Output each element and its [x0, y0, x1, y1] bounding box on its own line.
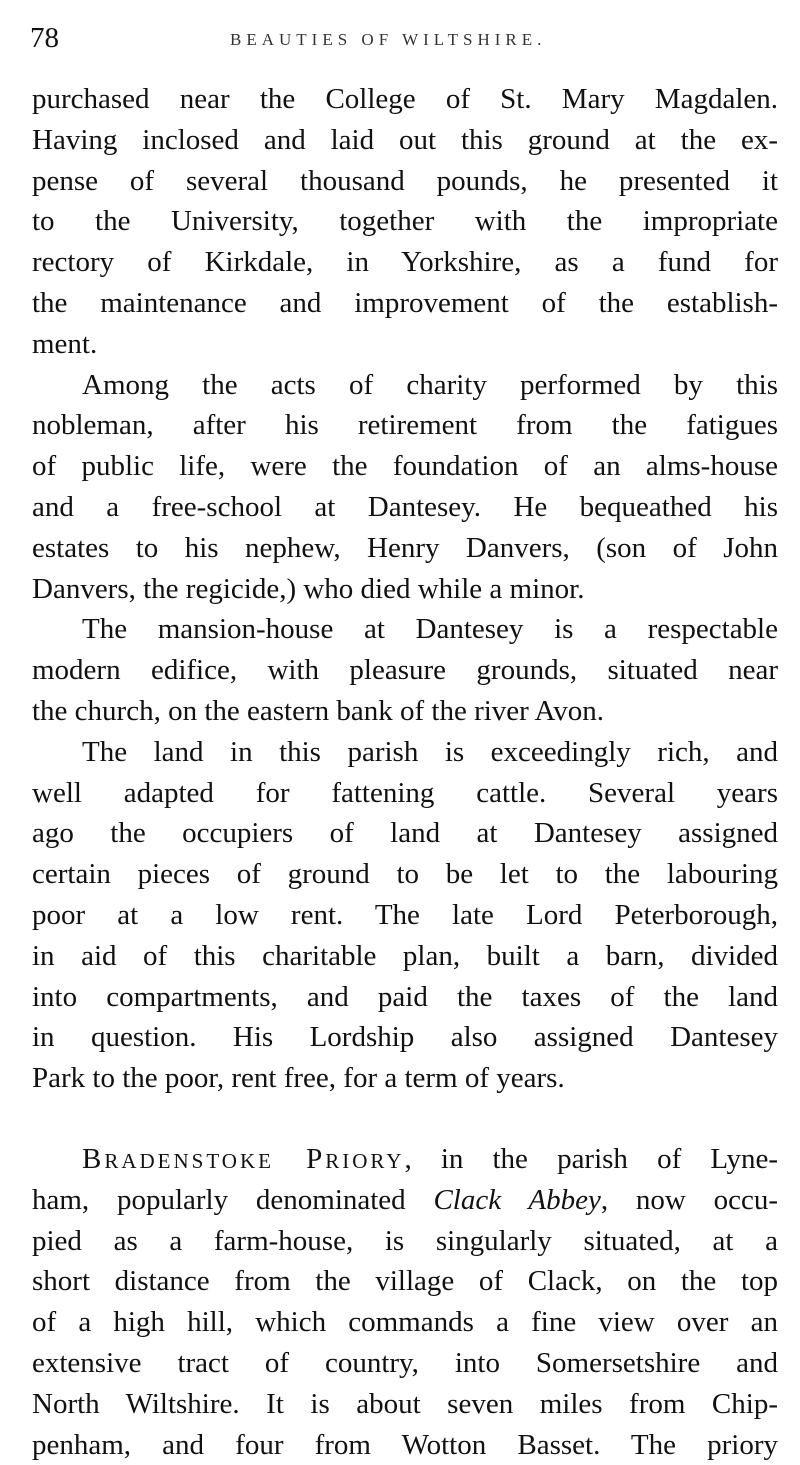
text-line: in aid of this charitable plan, built a barn, divided [32, 936, 778, 977]
text-line: The mansion-house at Dantesey is a respectable [32, 609, 778, 650]
text-line: and a free-school at Dantesey. He bequeathed his [32, 487, 778, 528]
page-header [30, 20, 778, 60]
text-line: ham, popularly denominated Clack Abbey, now occu- [32, 1180, 778, 1221]
text-line: BRADENSTOKE PRIORY, in the parish of Lyne- [32, 1139, 778, 1180]
text-line: Park to the poor, rent free, for a term of years. [32, 1058, 778, 1099]
paragraph-bradenstoke [32, 1139, 778, 1465]
heading-bradenstoke-priory: BRADENSTOKE PRIORY [82, 1143, 404, 1175]
text-line: estates to his nephew, Henry Danvers, (son of John [32, 528, 778, 569]
text-line: nobleman, after his retirement from the fatigues [32, 405, 778, 446]
text-line: certain pieces of ground to be let to the labouring [32, 854, 778, 895]
paragraph-charity [32, 365, 778, 610]
text-line: the maintenance and improvement of the establish- [32, 283, 778, 324]
text-line: Danvers, the regicide,) who died while a minor. [32, 569, 778, 610]
text-line: penham, and four from Wotton Basset. The priory [32, 1425, 778, 1465]
text-line: poor at a low rent. The late Lord Peterborough, [32, 895, 778, 936]
text-line: of a high hill, which commands a fine view over an [32, 1302, 778, 1343]
text-line: of public life, were the foundation of an alms-house [32, 446, 778, 487]
text-line: Among the acts of charity performed by this [32, 365, 778, 406]
text-line: rectory of Kirkdale, in Yorkshire, as a fund for [32, 242, 778, 283]
text-line: ago the occupiers of land at Dantesey assigned [32, 813, 778, 854]
text-line: short distance from the village of Clack, on the top [32, 1261, 778, 1302]
text-line: the church, on the eastern bank of the river Avon. [32, 691, 778, 732]
text-line: well adapted for fattening cattle. Several years [32, 773, 778, 814]
text-line: to the University, together with the impropriate [32, 201, 778, 242]
body-text [32, 79, 778, 1465]
section-gap [32, 1099, 778, 1139]
paragraph-mansion [32, 609, 778, 731]
text-line: pied as a farm-house, is singularly situated, at a [32, 1221, 778, 1262]
running-title: BEAUTIES OF WILTSHIRE. [230, 28, 546, 52]
page-number: 78 [30, 20, 59, 56]
text-line: modern edifice, with pleasure grounds, situated near [32, 650, 778, 691]
clack-abbey-italic: Clack Abbey [433, 1184, 600, 1216]
text-line: into compartments, and paid the taxes of the land [32, 977, 778, 1018]
text-line: ment. [32, 324, 778, 365]
text-line: North Wiltshire. It is about seven miles from Chip- [32, 1384, 778, 1425]
text-line: Having inclosed and laid out this ground at the ex- [32, 120, 778, 161]
text-line: purchased near the College of St. Mary Magdalen. [32, 79, 778, 120]
text-line: in question. His Lordship also assigned Dantesey [32, 1017, 778, 1058]
text-line: pense of several thousand pounds, he presented it [32, 161, 778, 202]
paragraph-college [32, 79, 778, 365]
text-line: The land in this parish is exceedingly rich, and [32, 732, 778, 773]
paragraph-land [32, 732, 778, 1099]
text-line: extensive tract of country, into Somersetshire and [32, 1343, 778, 1384]
